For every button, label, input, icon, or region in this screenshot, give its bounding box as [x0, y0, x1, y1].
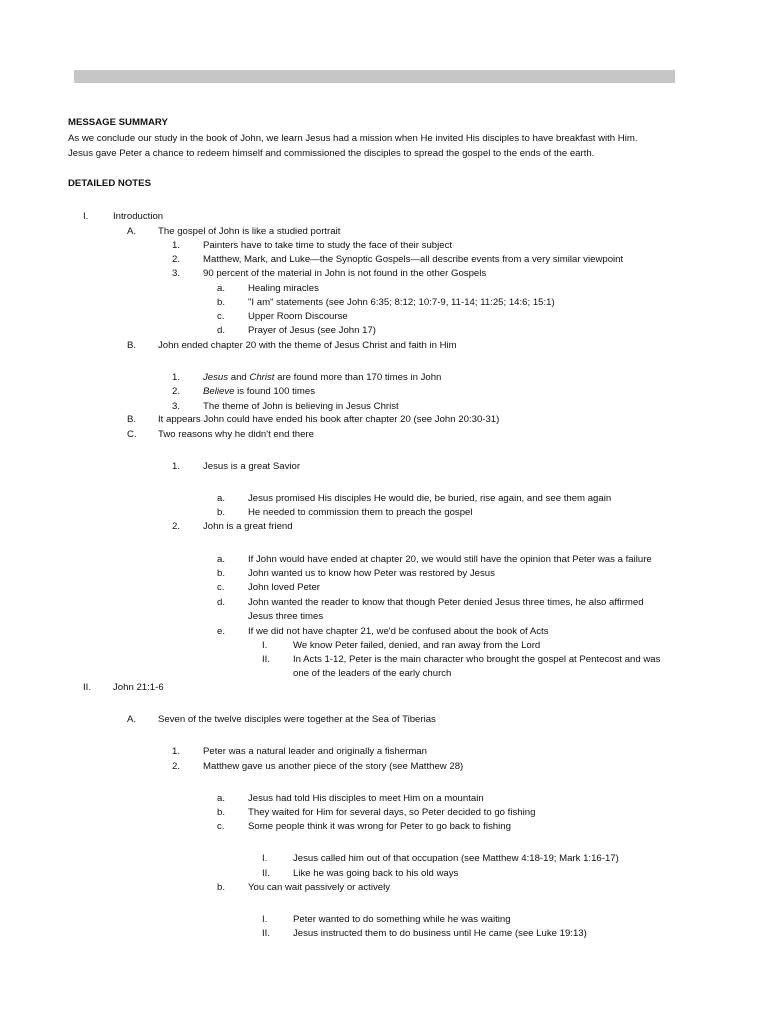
- emphasis-word: Believe: [203, 386, 235, 397]
- outline-text: 90 percent of the material in John is not found in the other Gospels: [203, 268, 487, 279]
- outline-marker: d.: [217, 325, 226, 336]
- outline-text: Jesus instructed them to do business until He came (see Luke 19:13): [293, 928, 587, 939]
- outline-marker: 2.: [172, 521, 181, 532]
- outline-marker: II.: [262, 868, 270, 879]
- outline-text: It appears John could have ended his book after chapter 20 (see John 20:30-31): [158, 414, 500, 425]
- outline-marker: b.: [217, 568, 226, 579]
- detailed-notes-heading: DETAILED NOTES: [68, 178, 151, 189]
- outline-text: If we did not have chapter 21, we'd be confused about the book of Acts: [248, 626, 549, 637]
- outline-text: Peter was a natural leader and originally a fisherman: [203, 746, 427, 757]
- outline-marker: b.: [217, 507, 226, 518]
- outline-text: You can wait passively or actively: [248, 882, 391, 893]
- outline-text: Matthew gave us another piece of the story (see Matthew 28): [203, 761, 464, 772]
- header-bar: [74, 70, 675, 83]
- outline-text: Jesus called him out of that occupation (see Matthew 4:18-19; Mark 1:16-17): [293, 853, 619, 864]
- outline-text: Healing miracles: [248, 283, 319, 294]
- outline-text: They waited for Him for several days, so Peter decided to go fishing: [248, 807, 536, 818]
- outline-marker: c.: [217, 821, 225, 832]
- outline-text: John loved Peter: [248, 582, 320, 593]
- outline-text: Jesus and Christ are found more than 170 times in John: [203, 372, 442, 383]
- outline-text: Introduction: [113, 211, 164, 222]
- outline-marker: b.: [217, 807, 226, 818]
- outline-marker: a.: [217, 554, 226, 565]
- outline-marker: a.: [217, 283, 226, 294]
- outline-marker: A.: [127, 226, 137, 237]
- outline-text: The theme of John is believing in Jesus Christ: [203, 401, 399, 412]
- outline-marker: C.: [127, 429, 137, 440]
- outline-marker: 1.: [172, 461, 181, 472]
- outline-marker: 2.: [172, 254, 181, 265]
- outline-marker: II.: [83, 682, 91, 693]
- outline-text: John wanted us to know how Peter was restored by Jesus: [248, 568, 495, 579]
- outline-marker: d.: [217, 597, 226, 608]
- outline-marker: B.: [127, 414, 137, 425]
- outline-text: Painters have to take time to study the face of their subject: [203, 240, 453, 251]
- outline-text: Jesus promised His disciples He would die, be buried, rise again, and see them again: [248, 493, 612, 504]
- outline-marker: a.: [217, 793, 226, 804]
- outline-marker: I.: [262, 853, 268, 864]
- outline-marker: II.: [262, 654, 270, 665]
- outline-text: Like he was going back to his old ways: [293, 868, 459, 879]
- outline-text: If John would have ended at chapter 20, we would still have the opinion that Peter was a failure: [248, 554, 652, 565]
- outline-marker: I.: [262, 640, 268, 651]
- emphasis-word: Jesus: [203, 372, 229, 383]
- outline-marker: 1.: [172, 240, 181, 251]
- outline-text: John wanted the reader to know that though Peter denied Jesus three times, he also affirmed Jesus three times: [248, 597, 644, 622]
- outline-marker: 1.: [172, 372, 181, 383]
- outline-marker: 3.: [172, 268, 181, 279]
- outline-text: Some people think it was wrong for Peter to go back to fishing: [248, 821, 511, 832]
- outline-text: John ended chapter 20 with the theme of Jesus Christ and faith in Him: [158, 340, 457, 351]
- outline-text: The gospel of John is like a studied portrait: [158, 226, 341, 237]
- outline-marker: I.: [262, 914, 268, 925]
- outline-text: Two reasons why he didn't end there: [158, 429, 314, 440]
- outline-marker: 3.: [172, 401, 181, 412]
- outline-text: Upper Room Discourse: [248, 311, 348, 322]
- outline-text: We know Peter failed, denied, and ran away from the Lord: [293, 640, 541, 651]
- emphasis-word: Christ: [249, 372, 275, 383]
- outline-text: Believe is found 100 times: [203, 386, 315, 397]
- outline-text: Prayer of Jesus (see John 17): [248, 325, 376, 336]
- outline-marker: 2.: [172, 761, 181, 772]
- outline-marker: b.: [217, 297, 226, 308]
- outline-marker: a.: [217, 493, 226, 504]
- outline-text: In Acts 1-12, Peter is the main character who brought the gospel at Pentecost and was one of the leaders of the early church: [293, 654, 661, 679]
- outline-text: He needed to commission them to preach the gospel: [248, 507, 473, 518]
- outline-marker: 2.: [172, 386, 181, 397]
- outline-text-continuation: Jesus three times: [248, 611, 324, 622]
- outline-text: John 21:1-6: [113, 682, 164, 693]
- outline-text: Jesus had told His disciples to meet Him on a mountain: [248, 793, 484, 804]
- outline-text: Peter wanted to do something while he was waiting: [293, 914, 511, 925]
- message-summary-heading: MESSAGE SUMMARY: [68, 117, 168, 128]
- message-summary-text: [68, 131, 708, 162]
- outline-text: Seven of the twelve disciples were together at the Sea of Tiberias: [158, 714, 436, 725]
- outline-marker: c.: [217, 582, 225, 593]
- outline-marker: b.: [217, 882, 226, 893]
- outline-text: Matthew, Mark, and Luke—the Synoptic Gospels—all describe events from a very similar viewpoint: [203, 254, 624, 265]
- outline-text: Jesus is a great Savior: [203, 461, 301, 472]
- outline-marker: A.: [127, 714, 137, 725]
- outline-text: John is a great friend: [203, 521, 293, 532]
- outline-marker: c.: [217, 311, 225, 322]
- outline-marker: I.: [83, 211, 89, 222]
- outline-marker: 1.: [172, 746, 181, 757]
- outline-marker: e.: [217, 626, 226, 637]
- outline-marker: II.: [262, 928, 270, 939]
- outline-text-continuation: one of the leaders of the early church: [293, 668, 452, 679]
- outline-text: "I am" statements (see John 6:35; 8:12; 10:7-9, 11-14; 11:25; 14:6; 15:1): [248, 297, 555, 308]
- outline-marker: B.: [127, 340, 137, 351]
- summary-line: As we conclude our study in the book of John, we learn Jesus had a mission when He invited His disciples to have breakfast with Him.: [68, 133, 638, 144]
- summary-line: Jesus gave Peter a chance to redeem himself and commissioned the disciples to spread the gospel to the ends of the earth.: [68, 148, 595, 160]
